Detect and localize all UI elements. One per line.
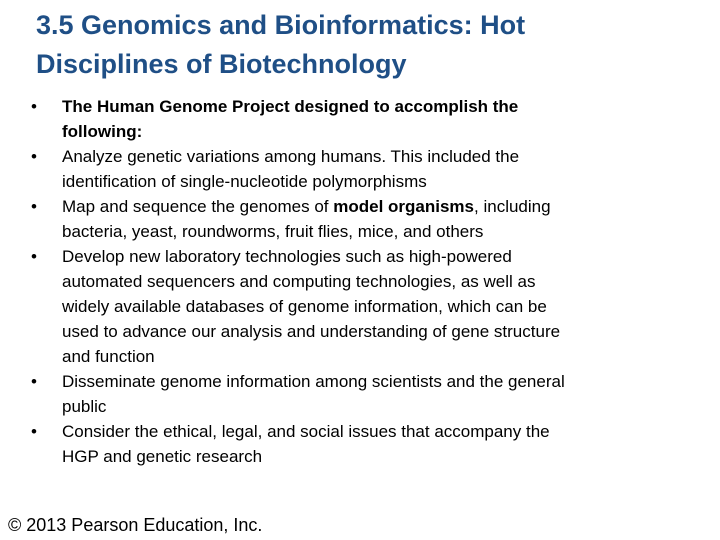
bullet-model-organisms — [28, 194, 688, 244]
bullet-dot-icon: • — [31, 372, 37, 391]
bullet-dot-icon: • — [31, 247, 37, 266]
slide-title — [36, 6, 696, 84]
copyright-footer: © 2013 Pearson Education, Inc. — [8, 515, 263, 535]
slide-title-line-1: 3.5 Genomics and Bioinformatics: Hot — [36, 10, 526, 40]
bullet-text-line: and function — [62, 347, 155, 366]
slide-title-line-2: Disciplines of Biotechnology — [36, 49, 407, 79]
bullet-text-line: HGP and genetic research — [62, 447, 263, 466]
bullet-dot-icon: • — [31, 197, 37, 216]
bullet-dot-icon: • — [31, 97, 37, 116]
bullet-text-segment: , including — [474, 197, 551, 216]
bullet-text-line: widely available databases of genome information, which can be — [62, 297, 547, 316]
bullet-dot-icon: • — [31, 422, 37, 441]
bullet-text-line: Develop new laboratory technologies such as high-powered — [62, 247, 512, 266]
bullet-genetic-variations — [28, 144, 688, 194]
bullet-text-line: The Human Genome Project designed to accomplish the — [62, 97, 519, 116]
bullet-dot-icon: • — [31, 147, 37, 166]
bullet-text-line: identification of single-nucleotide polymorphisms — [62, 172, 427, 191]
bullet-text-segment: Map and sequence the genomes of — [62, 197, 334, 216]
bullet-text-line: Consider the ethical, legal, and social issues that accompany the — [62, 422, 550, 441]
bullet-laboratory-technologies — [28, 244, 688, 369]
bullet-text-line — [62, 194, 688, 219]
bullet-text-line: Analyze genetic variations among humans. This included the — [62, 147, 520, 166]
bullet-ethical-issues — [28, 419, 688, 469]
bullet-text-line: automated sequencers and computing technologies, as well as — [62, 272, 536, 291]
bullet-text-line: used to advance our analysis and understanding of gene structure — [62, 322, 561, 341]
bullet-text-line: Disseminate genome information among scientists and the general — [62, 372, 565, 391]
model-organisms-term: model organisms — [333, 197, 475, 216]
bullet-disseminate-information — [28, 369, 688, 419]
bullet-text-line: public — [62, 397, 107, 416]
bullet-text-line: bacteria, yeast, roundworms, fruit flies, mice, and others — [62, 222, 484, 241]
bullet-hgp-intro — [28, 94, 688, 144]
bullet-list — [28, 94, 688, 469]
bullet-text-line: following: — [62, 122, 143, 141]
